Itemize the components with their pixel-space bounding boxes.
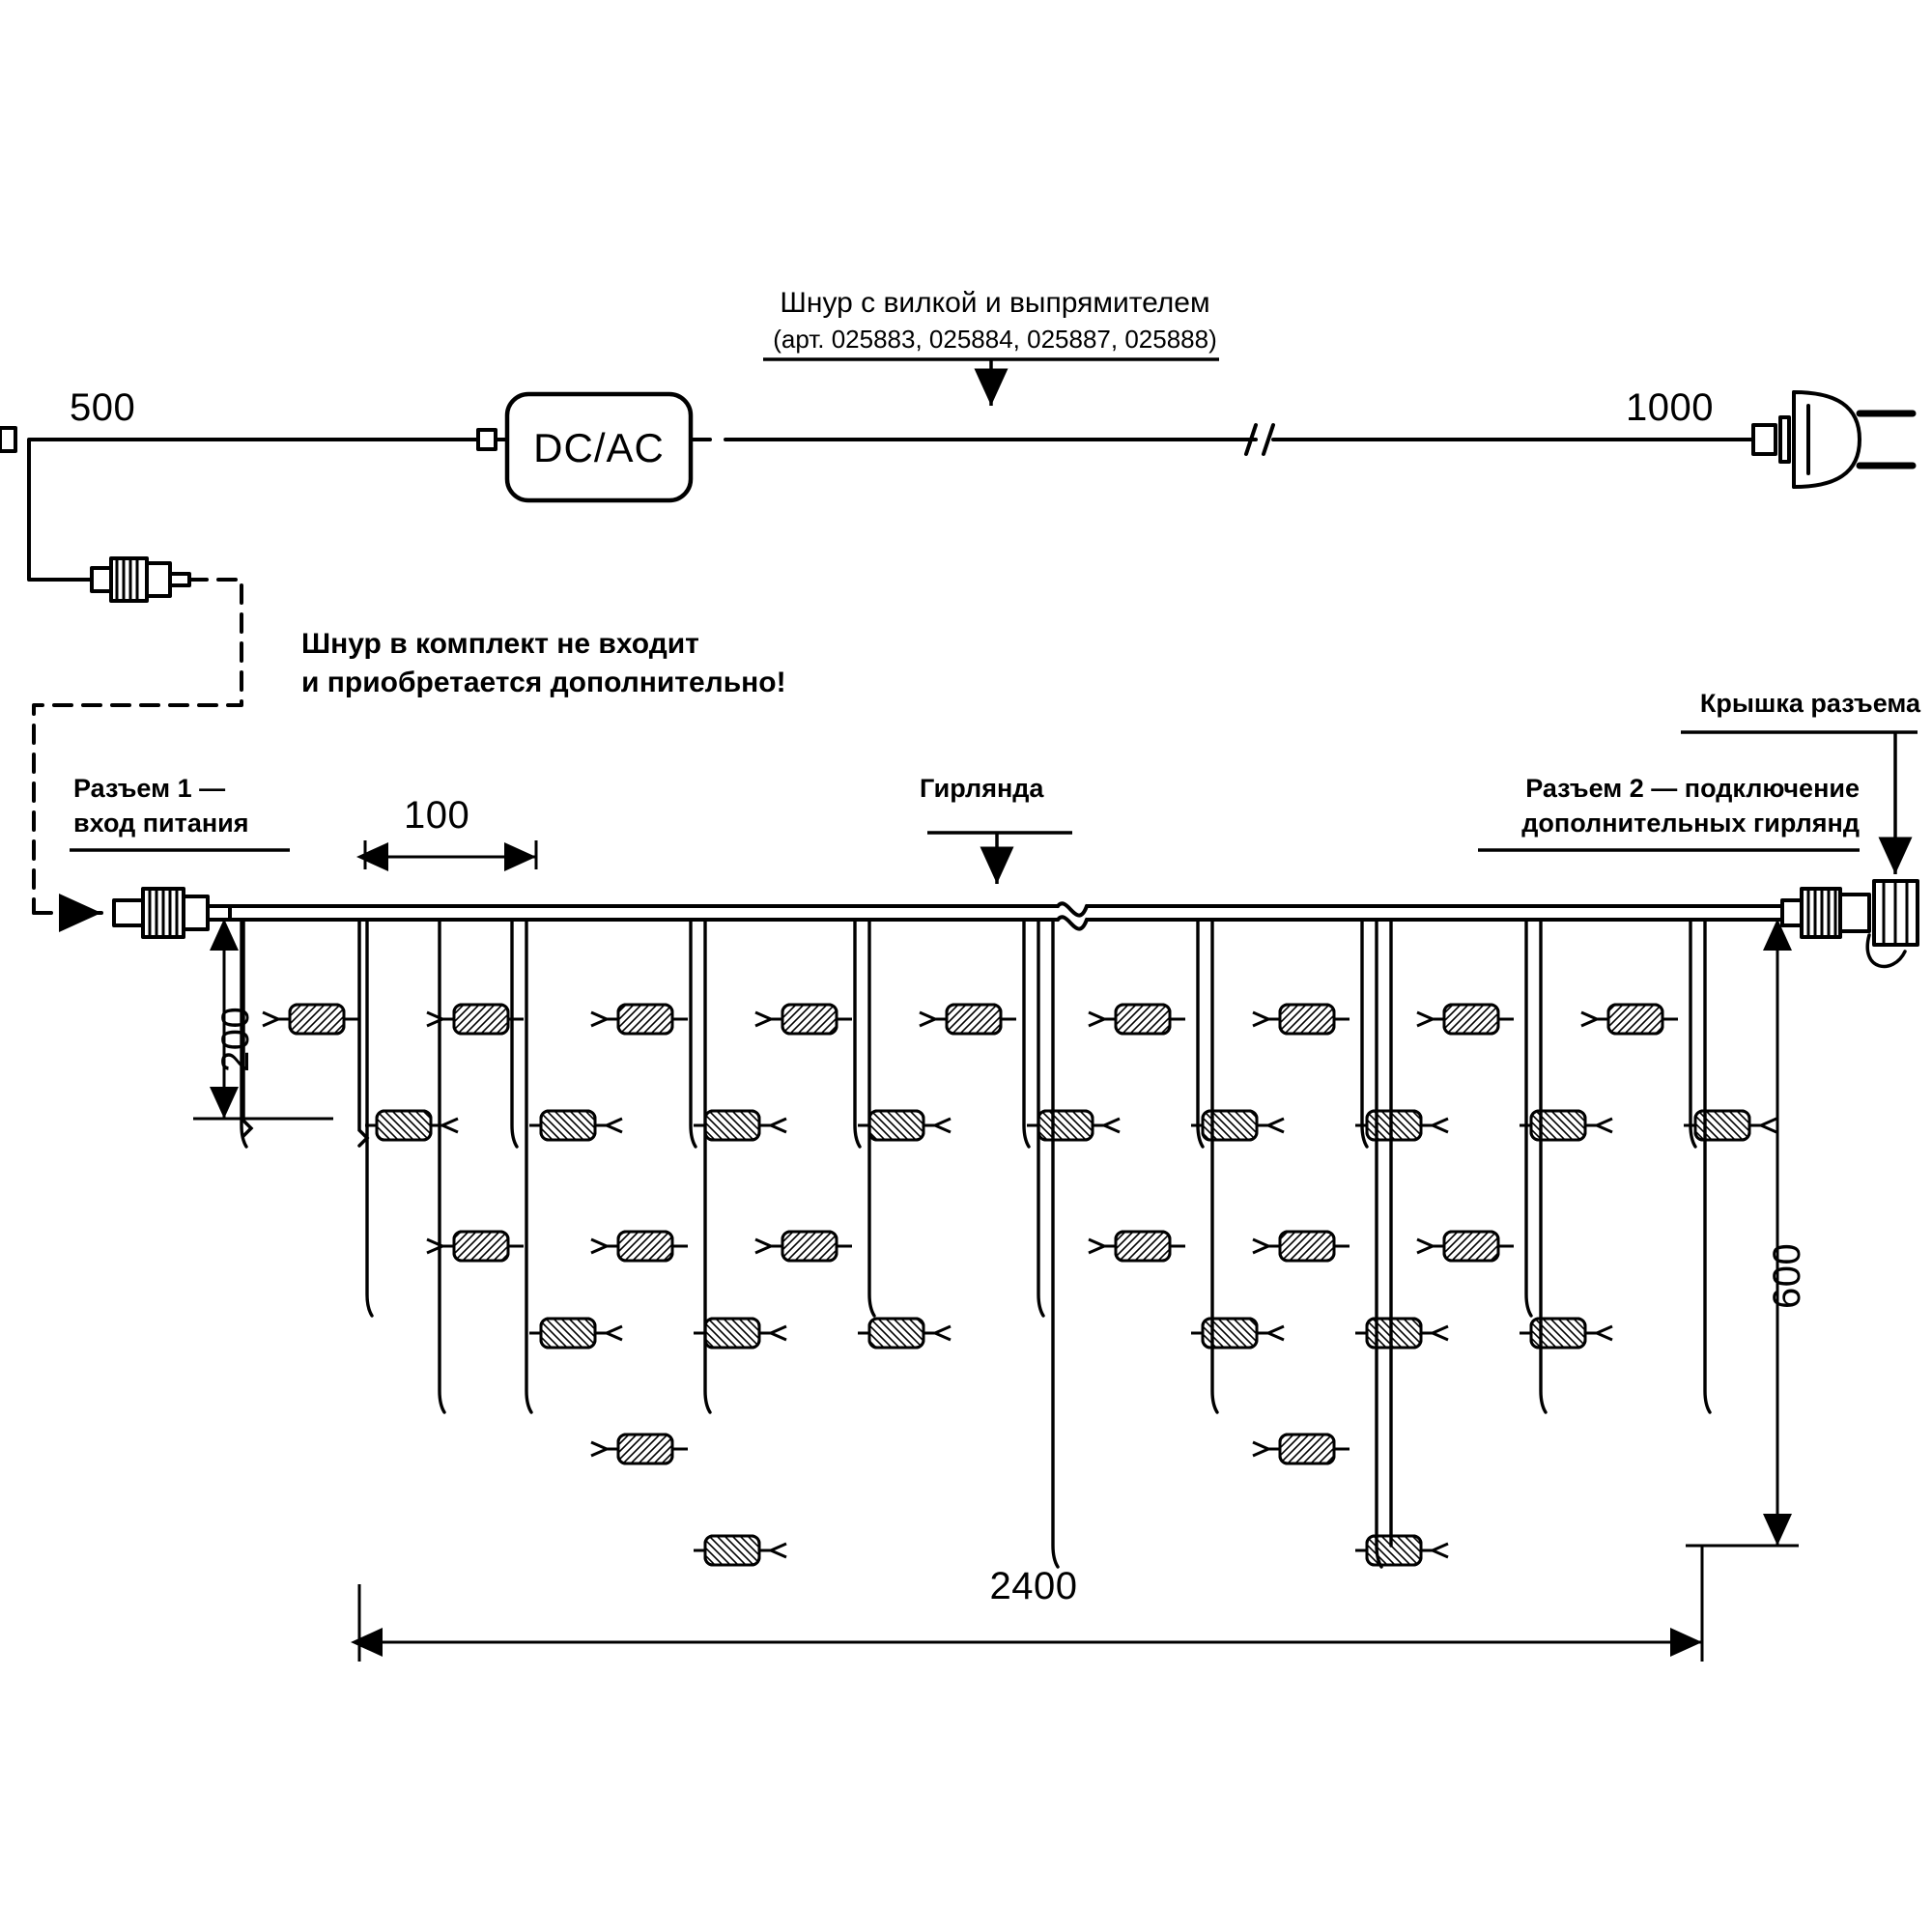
connector2-label-line2: дополнительных гирлянд bbox=[1521, 809, 1860, 838]
cord-not-included-line2: и приобретается дополнительно! bbox=[301, 667, 786, 698]
connector-cap-label: Крышка разъема bbox=[1699, 689, 1920, 718]
dimension-total-length: 2400 bbox=[989, 1565, 1078, 1607]
connector1-label-line2: вход питания bbox=[73, 809, 249, 838]
dimension-drop-short: 200 bbox=[214, 1006, 257, 1072]
cord-not-included-line1: Шнур в комплект не входит bbox=[301, 628, 699, 660]
dimension-mains-cord: 1000 bbox=[1626, 386, 1714, 429]
garland-label: Гирлянда bbox=[920, 774, 1044, 803]
power-cord-articles: (арт. 025883, 025884, 025887, 025888) bbox=[773, 325, 1217, 354]
dcac-block-label: DC/AC bbox=[533, 425, 665, 470]
dimension-pitch: 100 bbox=[404, 794, 470, 837]
power-cord-title: Шнур с вилкой и выпрямителем bbox=[780, 287, 1210, 319]
dimension-lead-in: 500 bbox=[70, 386, 136, 429]
dimension-drop-long: 600 bbox=[1766, 1242, 1808, 1309]
connector2-label-line1: Разъем 2 — подключение bbox=[1525, 774, 1860, 803]
connector1-label-line1: Разъем 1 — bbox=[73, 774, 226, 803]
